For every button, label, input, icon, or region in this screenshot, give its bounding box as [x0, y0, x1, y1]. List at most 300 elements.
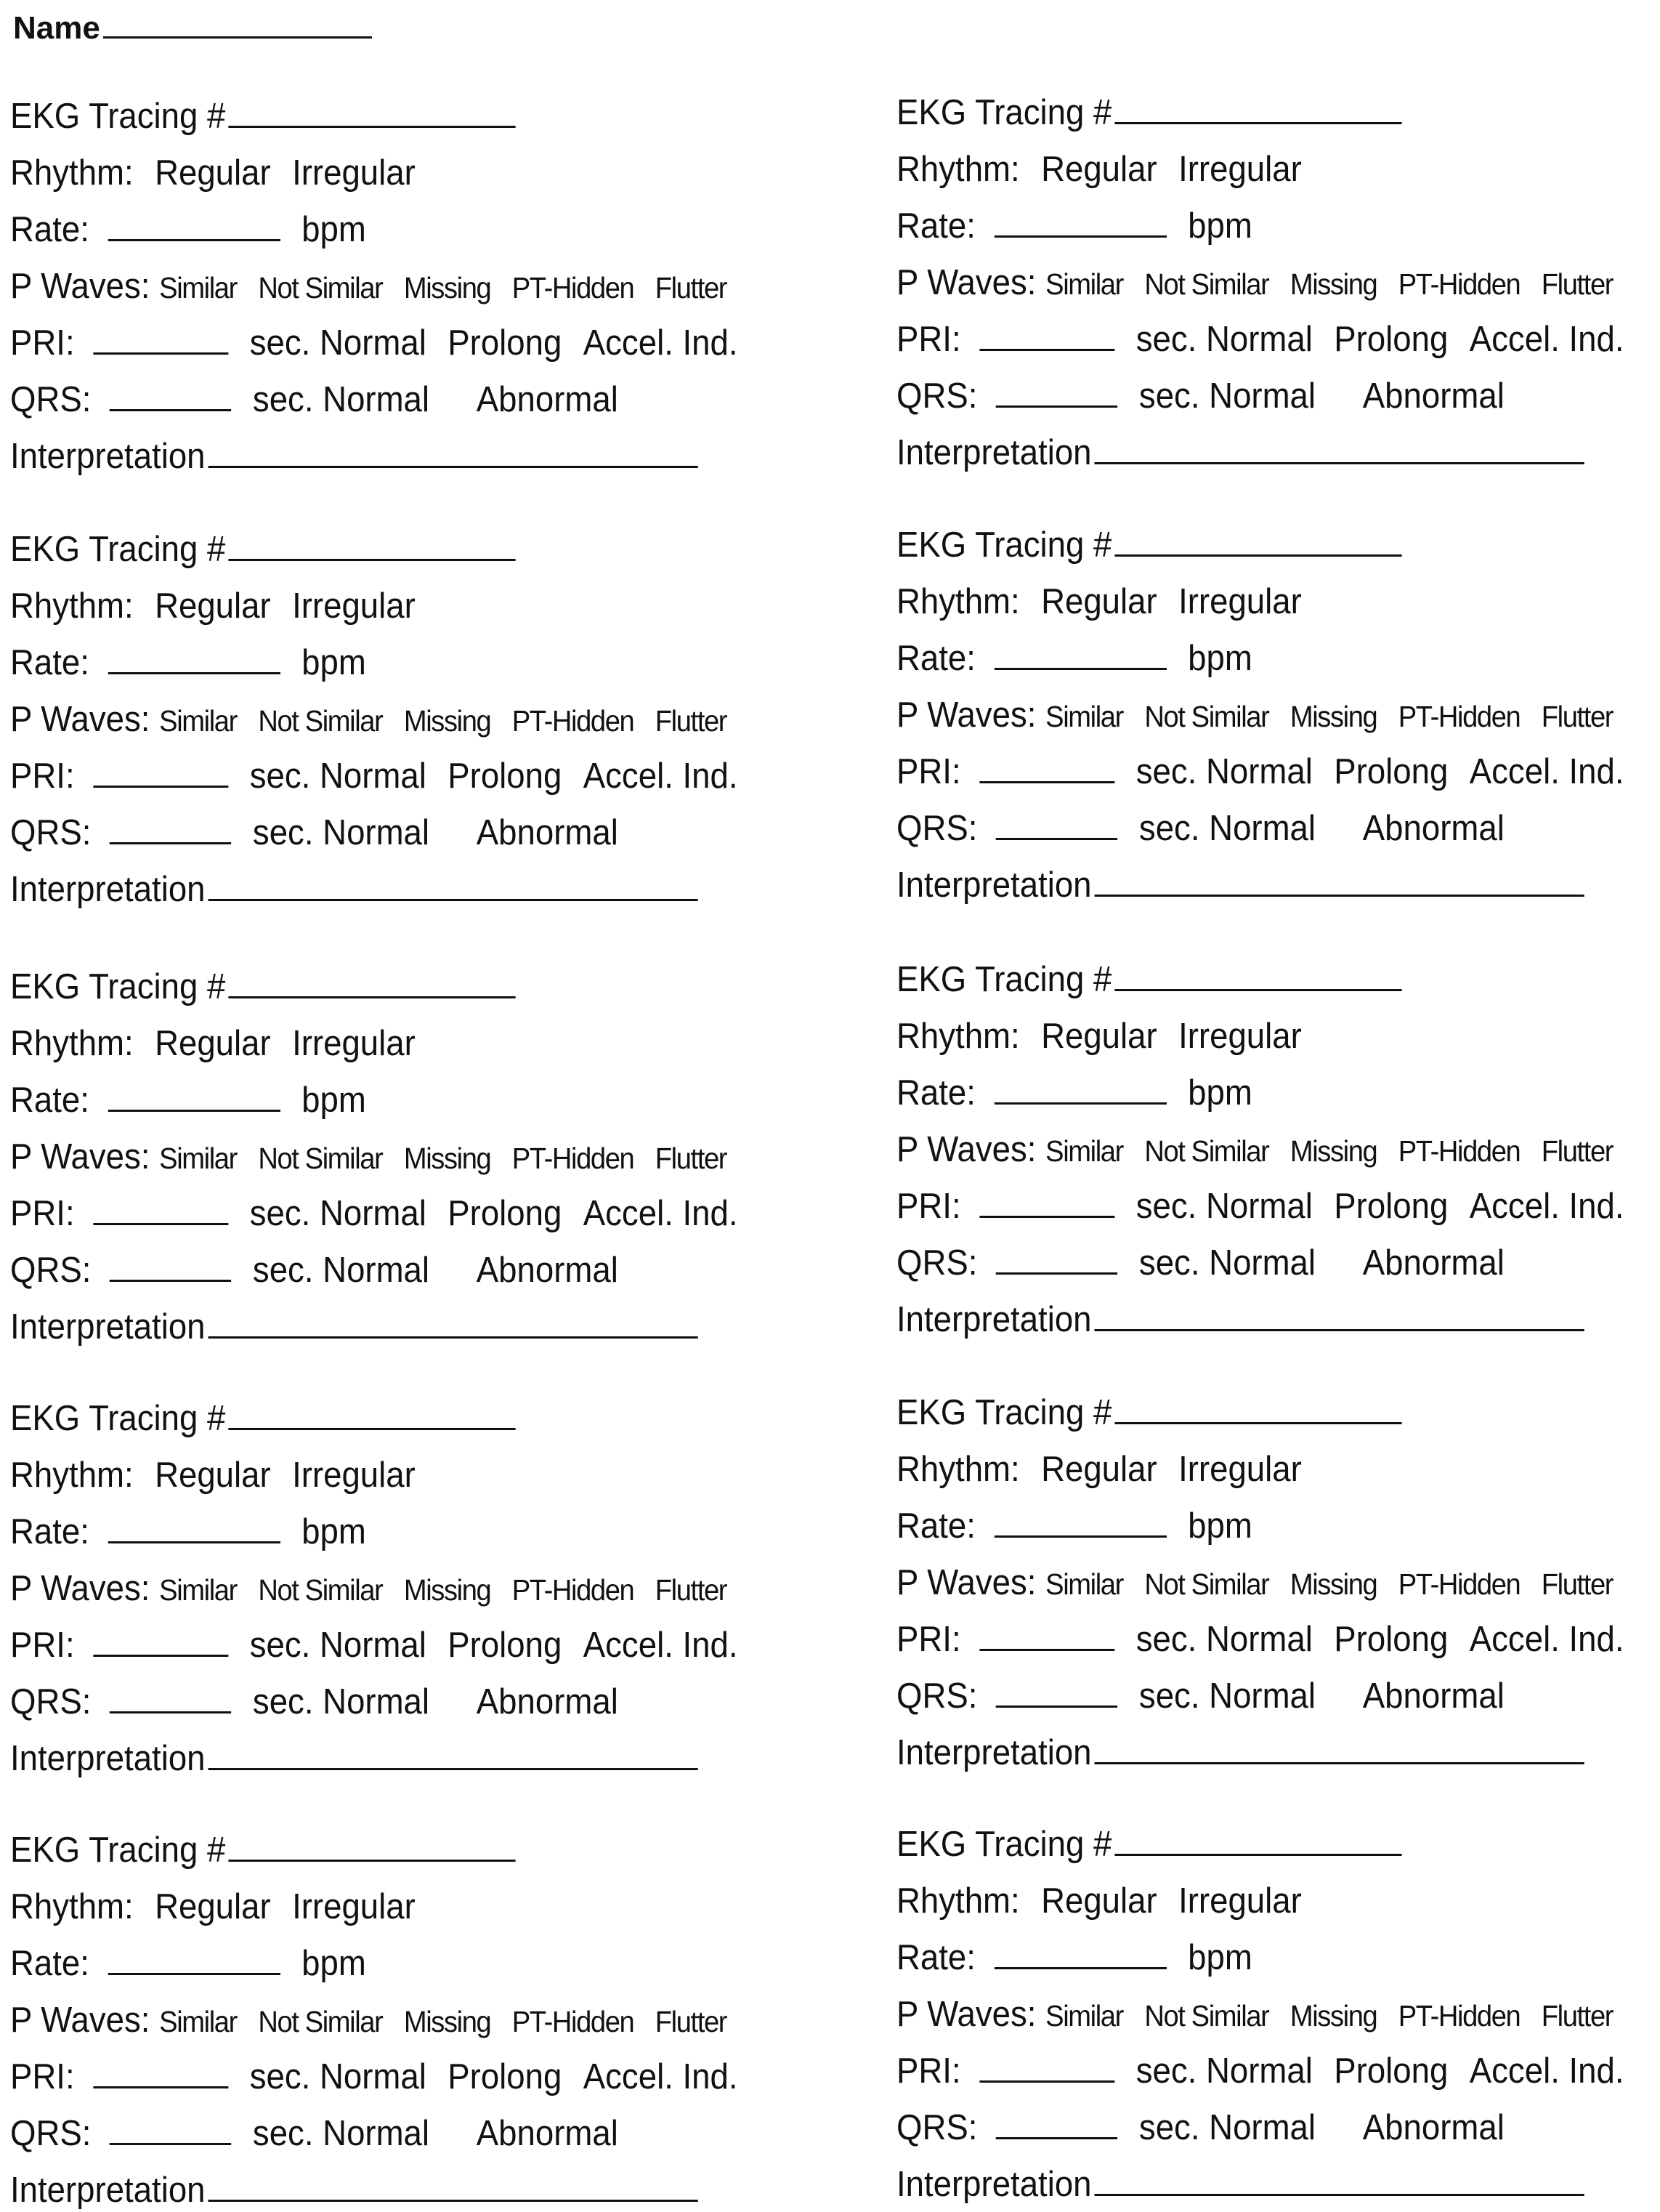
interpretation-label: Interpretation: [896, 1733, 1092, 1772]
qrs-abnormal-option[interactable]: Abnormal: [476, 813, 618, 852]
p-waves-pt-hidden-option[interactable]: PT-Hidden: [511, 704, 634, 738]
pri-accel-option[interactable]: Accel.: [583, 756, 673, 796]
pri-row: [10, 2055, 738, 2099]
tracing-number-blank[interactable]: [228, 1427, 515, 1430]
qrs-label: QRS:: [896, 809, 978, 848]
p-waves-not-similar-option[interactable]: Not Similar: [258, 271, 383, 304]
pri-blank[interactable]: [93, 1222, 228, 1225]
pri-normal-option[interactable]: Normal: [319, 756, 426, 796]
rhythm-irregular-option[interactable]: Irregular: [1178, 1017, 1302, 1056]
rhythm-label: Rhythm:: [10, 1887, 134, 1926]
interpretation-blank[interactable]: [208, 465, 697, 468]
rate-blank[interactable]: [995, 1966, 1167, 1969]
pri-ind-option[interactable]: Ind.: [1568, 1620, 1624, 1659]
p-waves-label: P Waves:: [896, 263, 1037, 302]
rate-row: [10, 641, 366, 685]
p-waves-not-similar-option[interactable]: Not Similar: [258, 1142, 383, 1175]
p-waves-pt-hidden-option[interactable]: PT-Hidden: [1398, 1134, 1521, 1168]
bpm-unit: bpm: [301, 1512, 366, 1551]
rhythm-regular-option[interactable]: Regular: [155, 1024, 271, 1063]
qrs-abnormal-option[interactable]: Abnormal: [476, 1251, 618, 1290]
pri-accel-option[interactable]: Accel.: [583, 1194, 673, 1233]
pri-accel-option[interactable]: Accel.: [1469, 320, 1560, 359]
tracing-label: EKG Tracing #: [10, 530, 226, 569]
rhythm-irregular-option[interactable]: Irregular: [1178, 1450, 1302, 1489]
qrs-blank[interactable]: [110, 2142, 231, 2145]
tracing-number-row: [10, 528, 515, 571]
rhythm-label: Rhythm:: [10, 586, 134, 626]
tracing-number-blank[interactable]: [1114, 1853, 1401, 1856]
qrs-blank[interactable]: [996, 837, 1117, 840]
tracing-label: EKG Tracing #: [10, 1830, 226, 1870]
p-waves-similar-option[interactable]: Similar: [159, 2005, 237, 2038]
rate-blank[interactable]: [995, 1535, 1167, 1538]
tracing-label: EKG Tracing #: [10, 97, 226, 136]
p-waves-row: [896, 1561, 1613, 1604]
qrs-normal-option[interactable]: Normal: [1209, 1676, 1316, 1716]
pri-row: [896, 318, 1624, 361]
interpretation-row: [10, 435, 698, 478]
p-waves-pt-hidden-option[interactable]: PT-Hidden: [1398, 1999, 1521, 2033]
p-waves-flutter-option[interactable]: Flutter: [655, 271, 727, 304]
pri-blank[interactable]: [979, 1215, 1114, 1218]
rhythm-regular-option[interactable]: Regular: [155, 1887, 271, 1926]
p-waves-missing-option[interactable]: Missing: [403, 1142, 491, 1175]
qrs-row: [10, 2112, 618, 2155]
rate-label: Rate:: [896, 1073, 976, 1113]
interpretation-row: [896, 863, 1584, 907]
pri-blank[interactable]: [979, 2080, 1114, 2083]
p-waves-missing-option[interactable]: Missing: [1289, 267, 1377, 301]
qrs-sec-unit: sec.: [1138, 2108, 1200, 2147]
p-waves-label: P Waves:: [896, 1563, 1037, 1602]
qrs-normal-option[interactable]: Normal: [1209, 1243, 1316, 1283]
p-waves-missing-option[interactable]: Missing: [403, 1573, 491, 1607]
p-waves-similar-option[interactable]: Similar: [1045, 1999, 1123, 2033]
rate-row: [896, 204, 1252, 248]
pri-label: PRI:: [896, 320, 961, 359]
p-waves-flutter-option[interactable]: Flutter: [1541, 1567, 1614, 1601]
rate-blank[interactable]: [108, 1972, 280, 1975]
rate-blank[interactable]: [108, 1109, 280, 1112]
pri-normal-option[interactable]: Normal: [319, 1626, 426, 1665]
rate-row: [896, 1071, 1252, 1115]
pri-normal-option[interactable]: Normal: [319, 1194, 426, 1233]
p-waves-pt-hidden-option[interactable]: PT-Hidden: [1398, 700, 1521, 733]
p-waves-similar-option[interactable]: Similar: [1045, 1134, 1123, 1168]
pri-prolong-option[interactable]: Prolong: [448, 323, 562, 363]
interpretation-label: Interpretation: [10, 1307, 206, 1347]
pri-ind-option[interactable]: Ind.: [682, 756, 738, 796]
bpm-unit: bpm: [1188, 206, 1252, 246]
qrs-label: QRS:: [896, 2108, 978, 2147]
pri-row: [896, 1618, 1624, 1661]
rate-label: Rate:: [896, 639, 976, 678]
qrs-sec-unit: sec.: [1138, 1243, 1200, 1283]
pri-sec-unit: sec.: [1135, 1187, 1197, 1226]
pri-sec-unit: sec.: [1135, 2051, 1197, 2091]
interpretation-row: [10, 1737, 698, 1780]
pri-blank[interactable]: [93, 1654, 228, 1657]
qrs-blank[interactable]: [110, 1279, 231, 1282]
rhythm-label: Rhythm:: [896, 1450, 1020, 1489]
interpretation-row: [896, 431, 1584, 475]
qrs-abnormal-option[interactable]: Abnormal: [1362, 1676, 1505, 1716]
tracing-label: EKG Tracing #: [896, 525, 1112, 565]
qrs-label: QRS:: [10, 1251, 92, 1290]
pri-blank[interactable]: [93, 352, 228, 355]
pri-sec-unit: sec.: [249, 1194, 311, 1233]
p-waves-flutter-option[interactable]: Flutter: [1541, 267, 1614, 301]
qrs-row: [896, 1674, 1505, 1718]
p-waves-pt-hidden-option[interactable]: PT-Hidden: [511, 2005, 634, 2038]
qrs-blank[interactable]: [996, 405, 1117, 408]
p-waves-pt-hidden-option[interactable]: PT-Hidden: [511, 1573, 634, 1607]
tracing-label: EKG Tracing #: [10, 1399, 226, 1438]
interpretation-blank[interactable]: [1094, 894, 1584, 897]
pri-ind-option[interactable]: Ind.: [682, 2057, 738, 2096]
qrs-abnormal-option[interactable]: Abnormal: [476, 1682, 618, 1721]
qrs-abnormal-option[interactable]: Abnormal: [1362, 2108, 1505, 2147]
rhythm-irregular-option[interactable]: Irregular: [292, 1887, 416, 1926]
pri-ind-option[interactable]: Ind.: [682, 1626, 738, 1665]
rhythm-label: Rhythm:: [10, 1024, 134, 1063]
rhythm-regular-option[interactable]: Regular: [155, 1456, 271, 1495]
bpm-unit: bpm: [301, 1081, 366, 1120]
pri-accel-option[interactable]: Accel.: [583, 2057, 673, 2096]
qrs-label: QRS:: [896, 376, 978, 416]
bpm-unit: bpm: [1188, 1938, 1252, 1977]
pri-accel-option[interactable]: Accel.: [1469, 1620, 1560, 1659]
qrs-normal-option[interactable]: Normal: [1209, 2108, 1316, 2147]
rhythm-regular-option[interactable]: Regular: [1041, 1881, 1157, 1921]
pri-ind-option[interactable]: Ind.: [1568, 752, 1624, 791]
tracing-label: EKG Tracing #: [896, 93, 1112, 132]
rate-blank[interactable]: [995, 1102, 1167, 1105]
p-waves-missing-option[interactable]: Missing: [1289, 1134, 1377, 1168]
interpretation-label: Interpretation: [10, 437, 206, 476]
interpretation-row: [896, 1298, 1584, 1341]
rate-label: Rate:: [10, 643, 89, 682]
pri-normal-option[interactable]: Normal: [1205, 320, 1313, 359]
pri-label: PRI:: [896, 1620, 961, 1659]
tracing-number-blank[interactable]: [1114, 1421, 1401, 1424]
interpretation-label: Interpretation: [896, 2165, 1092, 2204]
interpretation-blank[interactable]: [1094, 2193, 1584, 2196]
p-waves-missing-option[interactable]: Missing: [403, 271, 491, 304]
qrs-blank[interactable]: [110, 408, 231, 411]
pri-label: PRI:: [10, 323, 75, 363]
rate-label: Rate:: [896, 1938, 976, 1977]
rhythm-row: [896, 1014, 1302, 1058]
tracing-number-blank[interactable]: [1114, 554, 1401, 557]
p-waves-similar-option[interactable]: Similar: [1045, 267, 1123, 301]
pri-row: [896, 750, 1624, 794]
p-waves-row: [896, 693, 1613, 737]
qrs-normal-option[interactable]: Normal: [1209, 376, 1316, 416]
p-waves-not-similar-option[interactable]: Not Similar: [1144, 1134, 1269, 1168]
tracing-label: EKG Tracing #: [896, 1393, 1112, 1432]
qrs-normal-option[interactable]: Normal: [323, 2114, 430, 2153]
pri-accel-option[interactable]: Accel.: [583, 323, 673, 363]
rhythm-irregular-option[interactable]: Irregular: [292, 586, 416, 626]
tracing-number-row: [896, 1391, 1401, 1434]
pri-sec-unit: sec.: [249, 1626, 311, 1665]
p-waves-flutter-option[interactable]: Flutter: [655, 704, 727, 738]
qrs-normal-option[interactable]: Normal: [1209, 809, 1316, 848]
p-waves-not-similar-option[interactable]: Not Similar: [258, 704, 383, 738]
pri-sec-unit: sec.: [1135, 320, 1197, 359]
tracing-number-blank[interactable]: [1114, 988, 1401, 991]
bpm-unit: bpm: [301, 643, 366, 682]
p-waves-missing-option[interactable]: Missing: [1289, 1567, 1377, 1601]
rate-label: Rate:: [10, 1512, 89, 1551]
rhythm-irregular-option[interactable]: Irregular: [1178, 1881, 1302, 1921]
interpretation-row: [10, 1305, 698, 1349]
rate-label: Rate:: [896, 206, 976, 246]
qrs-label: QRS:: [10, 1682, 92, 1721]
rhythm-irregular-option[interactable]: Irregular: [292, 153, 416, 193]
pri-blank[interactable]: [93, 785, 228, 788]
p-waves-flutter-option[interactable]: Flutter: [655, 2005, 727, 2038]
rate-blank[interactable]: [108, 238, 280, 241]
tracing-number-blank[interactable]: [228, 558, 515, 561]
pri-ind-option[interactable]: Ind.: [1568, 1187, 1624, 1226]
p-waves-pt-hidden-option[interactable]: PT-Hidden: [1398, 267, 1521, 301]
qrs-blank[interactable]: [110, 1711, 231, 1714]
interpretation-blank[interactable]: [208, 1336, 697, 1339]
qrs-normal-option[interactable]: Normal: [323, 813, 430, 852]
p-waves-row: [10, 1998, 726, 2042]
pri-prolong-option[interactable]: Prolong: [1334, 752, 1449, 791]
pri-ind-option[interactable]: Ind.: [1568, 320, 1624, 359]
pri-row: [10, 1623, 738, 1667]
interpretation-row: [896, 2163, 1584, 2206]
qrs-row: [896, 807, 1505, 850]
interpretation-blank[interactable]: [1094, 461, 1584, 464]
pri-label: PRI:: [10, 756, 75, 796]
p-waves-label: P Waves:: [10, 1569, 150, 1608]
pri-normal-option[interactable]: Normal: [319, 323, 426, 363]
qrs-blank[interactable]: [110, 841, 231, 844]
rhythm-irregular-option[interactable]: Irregular: [1178, 582, 1302, 621]
p-waves-not-similar-option[interactable]: Not Similar: [1144, 1567, 1269, 1601]
rate-row: [10, 1510, 366, 1554]
rhythm-regular-option[interactable]: Regular: [1041, 1450, 1157, 1489]
p-waves-row: [896, 1993, 1613, 2036]
pri-accel-option[interactable]: Accel.: [1469, 752, 1560, 791]
interpretation-blank[interactable]: [208, 898, 697, 901]
tracing-label: EKG Tracing #: [896, 1825, 1112, 1864]
p-waves-not-similar-option[interactable]: Not Similar: [1144, 700, 1269, 733]
pri-normal-option[interactable]: Normal: [1205, 2051, 1313, 2091]
qrs-blank[interactable]: [996, 1705, 1117, 1708]
qrs-normal-option[interactable]: Normal: [323, 1682, 430, 1721]
p-waves-missing-option[interactable]: Missing: [403, 704, 491, 738]
p-waves-row: [10, 1135, 726, 1179]
rhythm-label: Rhythm:: [896, 582, 1020, 621]
tracing-number-row: [896, 1823, 1401, 1866]
pri-sec-unit: sec.: [1135, 752, 1197, 791]
pri-label: PRI:: [896, 1187, 961, 1226]
pri-blank[interactable]: [979, 348, 1114, 351]
tracing-number-blank[interactable]: [1114, 121, 1401, 124]
rhythm-row: [896, 1879, 1302, 1923]
pri-prolong-option[interactable]: Prolong: [448, 2057, 562, 2096]
pri-prolong-option[interactable]: Prolong: [448, 756, 562, 796]
p-waves-row: [10, 698, 726, 741]
p-waves-similar-option[interactable]: Similar: [159, 271, 237, 304]
tracing-number-blank[interactable]: [228, 125, 515, 128]
tracing-number-row: [10, 965, 515, 1009]
p-waves-pt-hidden-option[interactable]: PT-Hidden: [511, 271, 634, 304]
rate-row: [896, 1504, 1252, 1548]
pri-accel-option[interactable]: Accel.: [1469, 2051, 1560, 2091]
pri-normal-option[interactable]: Normal: [1205, 1187, 1313, 1226]
interpretation-label: Interpretation: [10, 870, 206, 909]
rate-row: [896, 637, 1252, 680]
rhythm-row: [896, 1448, 1302, 1491]
p-waves-missing-option[interactable]: Missing: [1289, 700, 1377, 733]
pri-blank[interactable]: [979, 780, 1114, 783]
p-waves-not-similar-option[interactable]: Not Similar: [258, 1573, 383, 1607]
qrs-sec-unit: sec.: [252, 813, 314, 852]
qrs-blank[interactable]: [996, 2136, 1117, 2139]
p-waves-not-similar-option[interactable]: Not Similar: [1144, 1999, 1269, 2033]
qrs-abnormal-option[interactable]: Abnormal: [1362, 809, 1505, 848]
p-waves-label: P Waves:: [10, 700, 150, 739]
rate-blank[interactable]: [108, 1541, 280, 1543]
rhythm-regular-option[interactable]: Regular: [155, 153, 271, 193]
rhythm-row: [896, 148, 1302, 191]
pri-blank[interactable]: [93, 2086, 228, 2088]
interpretation-blank[interactable]: [1094, 1761, 1584, 1764]
qrs-abnormal-option[interactable]: Abnormal: [476, 380, 618, 419]
interpretation-blank[interactable]: [208, 1767, 697, 1770]
pri-ind-option[interactable]: Ind.: [682, 1194, 738, 1233]
pri-prolong-option[interactable]: Prolong: [448, 1194, 562, 1233]
rhythm-regular-option[interactable]: Regular: [1041, 150, 1157, 189]
pri-prolong-option[interactable]: Prolong: [1334, 1187, 1449, 1226]
rhythm-regular-option[interactable]: Regular: [155, 586, 271, 626]
p-waves-flutter-option[interactable]: Flutter: [655, 1573, 727, 1607]
name-field[interactable]: [13, 10, 372, 47]
qrs-normal-option[interactable]: Normal: [323, 1251, 430, 1290]
qrs-abnormal-option[interactable]: Abnormal: [1362, 1243, 1505, 1283]
p-waves-not-similar-option[interactable]: Not Similar: [258, 2005, 383, 2038]
qrs-abnormal-option[interactable]: Abnormal: [1362, 376, 1505, 416]
p-waves-similar-option[interactable]: Similar: [159, 1573, 237, 1607]
pri-normal-option[interactable]: Normal: [319, 2057, 426, 2096]
rate-label: Rate:: [896, 1506, 976, 1546]
qrs-sec-unit: sec.: [1138, 1676, 1200, 1716]
p-waves-label: P Waves:: [896, 1130, 1037, 1169]
p-waves-flutter-option[interactable]: Flutter: [655, 1142, 727, 1175]
rhythm-irregular-option[interactable]: Irregular: [292, 1024, 416, 1063]
p-waves-not-similar-option[interactable]: Not Similar: [1144, 267, 1269, 301]
pri-ind-option[interactable]: Ind.: [1568, 2051, 1624, 2091]
p-waves-label: P Waves:: [896, 695, 1037, 735]
rhythm-row: [10, 584, 416, 628]
name-label: Name: [13, 10, 100, 46]
qrs-label: QRS:: [10, 813, 92, 852]
pri-row: [10, 321, 738, 365]
interpretation-label: Interpretation: [896, 1300, 1092, 1339]
rhythm-label: Rhythm:: [10, 153, 134, 193]
qrs-blank[interactable]: [996, 1272, 1117, 1275]
interpretation-row: [10, 868, 698, 911]
p-waves-similar-option[interactable]: Similar: [159, 704, 237, 738]
rhythm-row: [896, 580, 1302, 623]
p-waves-label: P Waves:: [10, 2001, 150, 2040]
pri-prolong-option[interactable]: Prolong: [448, 1626, 562, 1665]
pri-ind-option[interactable]: Ind.: [682, 323, 738, 363]
name-blank[interactable]: [103, 36, 372, 39]
p-waves-similar-option[interactable]: Similar: [1045, 1567, 1123, 1601]
pri-blank[interactable]: [979, 1648, 1114, 1651]
p-waves-flutter-option[interactable]: Flutter: [1541, 1999, 1614, 2033]
pri-label: PRI:: [896, 752, 961, 791]
p-waves-flutter-option[interactable]: Flutter: [1541, 700, 1614, 733]
pri-normal-option[interactable]: Normal: [1205, 1620, 1313, 1659]
tracing-number-blank[interactable]: [228, 996, 515, 998]
p-waves-label: P Waves:: [10, 1137, 150, 1176]
rate-blank[interactable]: [995, 667, 1167, 670]
rate-blank[interactable]: [108, 671, 280, 674]
pri-prolong-option[interactable]: Prolong: [1334, 320, 1449, 359]
pri-normal-option[interactable]: Normal: [1205, 752, 1313, 791]
rhythm-irregular-option[interactable]: Irregular: [292, 1456, 416, 1495]
rhythm-row: [10, 1453, 416, 1497]
interpretation-blank[interactable]: [208, 2199, 697, 2202]
qrs-row: [10, 378, 618, 421]
rhythm-irregular-option[interactable]: Irregular: [1178, 150, 1302, 189]
p-waves-similar-option[interactable]: Similar: [159, 1142, 237, 1175]
pri-sec-unit: sec.: [1135, 1620, 1197, 1659]
p-waves-flutter-option[interactable]: Flutter: [1541, 1134, 1614, 1168]
p-waves-missing-option[interactable]: Missing: [403, 2005, 491, 2038]
tracing-number-row: [896, 91, 1401, 134]
tracing-number-blank[interactable]: [228, 1859, 515, 1862]
qrs-abnormal-option[interactable]: Abnormal: [476, 2114, 618, 2153]
p-waves-similar-option[interactable]: Similar: [1045, 700, 1123, 733]
rate-row: [896, 1936, 1252, 1979]
rhythm-regular-option[interactable]: Regular: [1041, 582, 1157, 621]
rate-blank[interactable]: [995, 235, 1167, 238]
bpm-unit: bpm: [301, 1944, 366, 1983]
interpretation-blank[interactable]: [1094, 1328, 1584, 1331]
qrs-row: [896, 1241, 1505, 1285]
rhythm-regular-option[interactable]: Regular: [1041, 1017, 1157, 1056]
bpm-unit: bpm: [1188, 1073, 1252, 1113]
pri-prolong-option[interactable]: Prolong: [1334, 2051, 1449, 2091]
pri-row: [896, 1184, 1624, 1228]
rhythm-row: [10, 1022, 416, 1065]
qrs-normal-option[interactable]: Normal: [323, 380, 430, 419]
qrs-row: [896, 2106, 1505, 2150]
pri-accel-option[interactable]: Accel.: [583, 1626, 673, 1665]
rhythm-row: [10, 1885, 416, 1929]
pri-prolong-option[interactable]: Prolong: [1334, 1620, 1449, 1659]
p-waves-missing-option[interactable]: Missing: [1289, 1999, 1377, 2033]
p-waves-row: [10, 1567, 726, 1610]
p-waves-pt-hidden-option[interactable]: PT-Hidden: [1398, 1567, 1521, 1601]
bpm-unit: bpm: [1188, 639, 1252, 678]
p-waves-pt-hidden-option[interactable]: PT-Hidden: [511, 1142, 634, 1175]
qrs-sec-unit: sec.: [252, 1251, 314, 1290]
rate-row: [10, 208, 366, 251]
pri-accel-option[interactable]: Accel.: [1469, 1187, 1560, 1226]
